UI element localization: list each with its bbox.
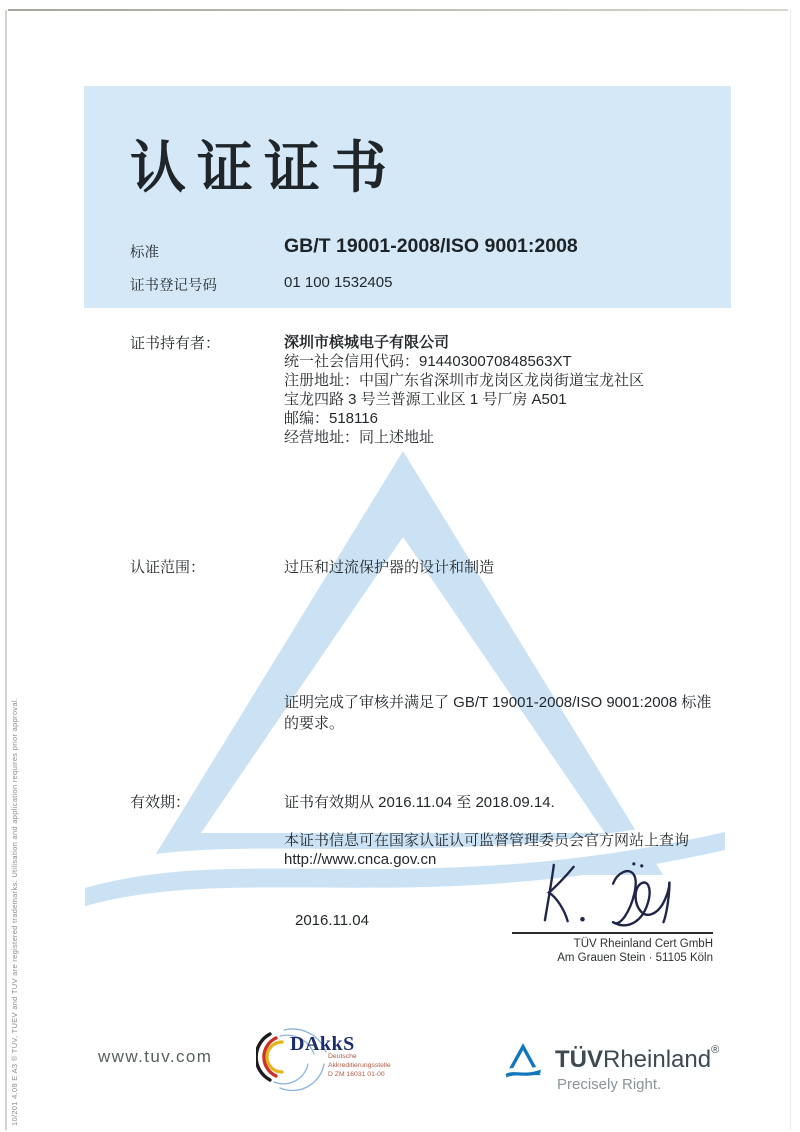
- tuv-wordmark-bold: TÜV: [555, 1046, 603, 1073]
- signer-org: TÜV Rheinland Cert GmbH: [573, 938, 713, 950]
- reg-number-value: 01 100 1532405: [284, 274, 393, 291]
- issue-date: 2016.11.04: [295, 912, 369, 929]
- dakks-logo: [256, 1028, 408, 1092]
- registered-mark: ®: [711, 1044, 720, 1056]
- audit-statement-line1: 证明完成了审核并满足了 GB/T 19001-2008/ISO 9001:2008 标准: [284, 694, 712, 711]
- validity-label: 有效期：: [130, 794, 191, 811]
- validity-value: 证书有效期从 2016.11.04 至 2018.09.14.: [284, 794, 555, 811]
- signer-address: Am Grauen Stein · 51105 Köln: [557, 952, 713, 964]
- holder-credit-code: 统一社会信用代码：9144030070848563XT: [284, 353, 572, 370]
- holder-name: 深圳市槟城电子有限公司: [284, 334, 450, 351]
- holder-label: 证书持有者：: [130, 335, 221, 352]
- signature-icon: [538, 858, 706, 934]
- signature-rule: [512, 932, 713, 934]
- holder-reg-address-line1: 注册地址：中国广东省深圳市龙岗区龙岗街道宝龙社区: [284, 372, 645, 389]
- scan-edge-right: [790, 10, 791, 1130]
- tuv-tagline: Precisely Right.: [557, 1076, 662, 1093]
- tuv-rheinland-wordmark: [555, 1044, 719, 1074]
- certificate-title: 认证证书: [130, 136, 398, 199]
- scan-edge-left: [5, 10, 7, 1130]
- tuv-triangle-icon: [503, 1040, 543, 1083]
- sidebar-print-note: 10/201 4.08 E A3 ® TÜV, TUEV and TUV are registered trademarks. Utilisation and application requires prior approval.: [10, 697, 19, 1126]
- reg-number-label: 证书登记号码: [130, 278, 217, 294]
- holder-business-address: 经营地址：同上述地址: [284, 429, 435, 446]
- cnca-info-line: 本证书信息可在国家认证认可监督管理委员会官方网站上查询: [284, 832, 690, 849]
- standard-value: GB/T 19001-2008/ISO 9001:2008: [284, 235, 578, 257]
- dakks-sub-line2: Akkreditierungsstelle: [328, 1062, 391, 1069]
- holder-postcode: 邮编：518116: [284, 410, 378, 427]
- dakks-sub-line3: D ZM 16031 01-00: [328, 1071, 385, 1078]
- scope-label: 认证范围：: [130, 559, 206, 576]
- holder-reg-address-line2: 宝龙四路 3 号兰普源工业区 1 号厂房 A501: [284, 391, 567, 408]
- dakks-wordmark: DAkkS: [290, 1033, 355, 1055]
- cnca-url: http://www.cnca.gov.cn: [284, 851, 437, 868]
- tuv-website-text: www.tuv.com: [98, 1047, 213, 1066]
- audit-statement-line2: 的要求。: [284, 715, 345, 732]
- standard-label: 标准: [130, 245, 159, 261]
- tuv-wordmark-rest: Rheinland: [603, 1046, 712, 1073]
- scope-value: 过压和过流保护器的设计和制造: [284, 559, 495, 576]
- dakks-sub-line1: Deutsche: [328, 1053, 357, 1060]
- scan-edge-top: [8, 9, 788, 11]
